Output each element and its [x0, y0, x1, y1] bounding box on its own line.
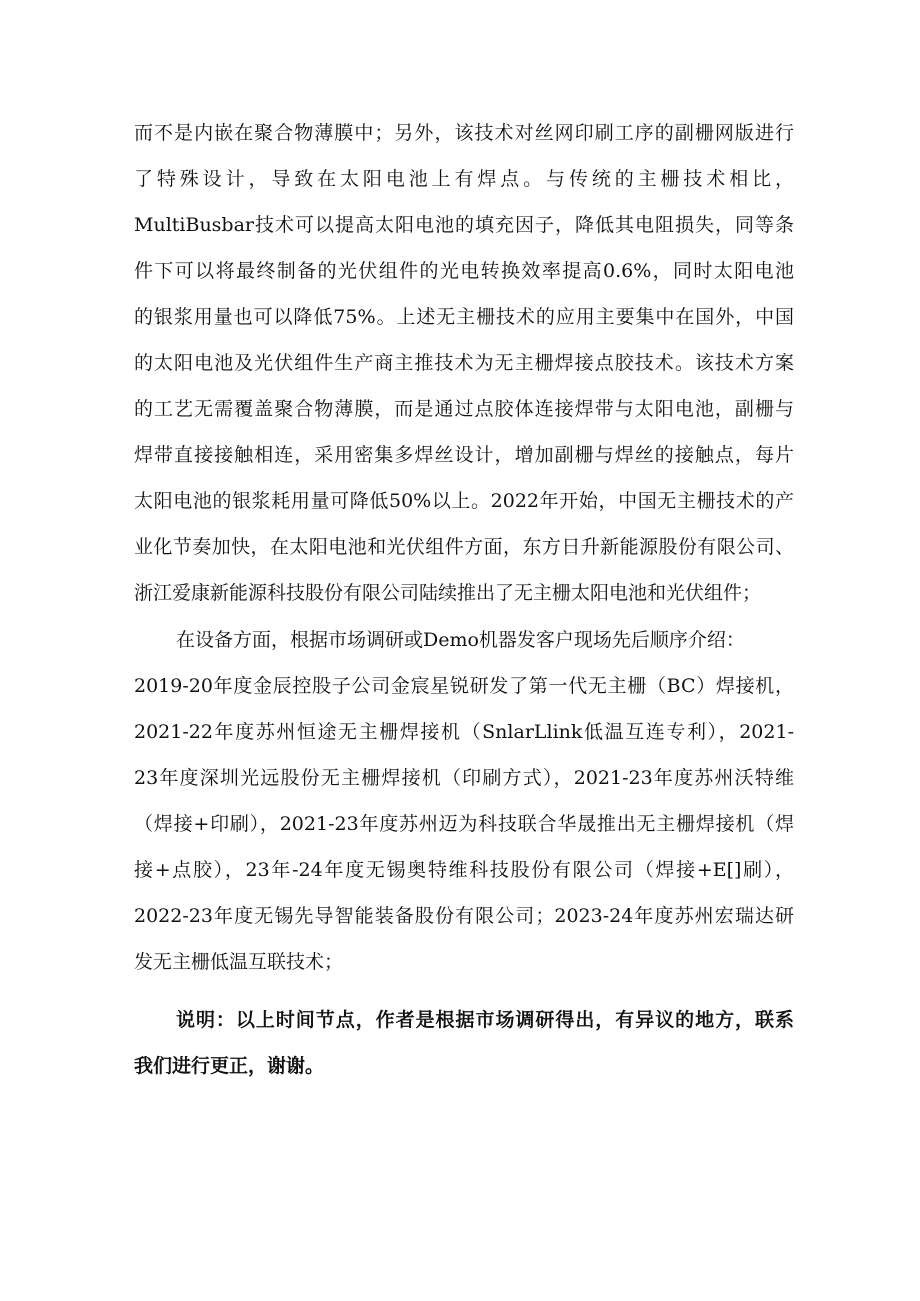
text-line: 件下可以将最终制备的光伏组件的光电转换效率提高0.6%，同时太阳电池 — [134, 260, 794, 282]
text-line: 接+点胶），23年-24年度无锡奥特维科技股份有限公司（焊接+E[]刷）， — [134, 859, 794, 881]
text-line: （焊接+印刷），2021-23年度苏州迈为科技联合华晟推出无主栅焊接机（焊 — [134, 813, 794, 835]
text-line: 2022-23年度无锡先导智能装备股份有限公司；2023-24年度苏州宏瑞达研 — [134, 905, 794, 927]
text-line: 的太阳电池及光伏组件生产商主推技术为无主栅焊接点胶技术。该技术方案 — [134, 352, 794, 374]
text-line: 了特殊设计，导致在太阳电池上有焊点。与传统的主栅技术相比， — [134, 168, 794, 190]
text-line: 2019-20年度金辰控股子公司金宸星锐研发了第一代无主栅（BC）焊接机， — [134, 675, 794, 697]
text-line: 的工艺无需覆盖聚合物薄膜，而是通过点胶体连接焊带与太阳电池，副栅与 — [134, 398, 794, 420]
text-line: 23年度深圳光远股份无主栅焊接机（印刷方式），2021-23年度苏州沃特维 — [134, 767, 794, 789]
note-line: 说明：以上时间节点，作者是根据市场调研得出，有异议的地方，联系 — [176, 1009, 794, 1031]
text-line: 的银浆用量也可以降低75%。上述无主栅技术的应用主要集中在国外，中国 — [134, 306, 794, 328]
text-line: 业化节奏加快，在太阳电池和光伏组件方面，东方日升新能源股份有限公司、 — [134, 536, 794, 558]
note-line: 我们进行更正，谢谢。 — [134, 1055, 325, 1077]
text-line: 在设备方面，根据市场调研或Demo机器发客户现场先后顺序介绍： — [176, 629, 745, 651]
text-line: 2021-22年度苏州恒途无主栅焊接机（SnlarLlink低温互连专利），2021- — [134, 721, 794, 743]
text-line: MultiBusbar技术可以提高太阳电池的填充因子，降低其电阻损失，同等条 — [134, 214, 794, 236]
text-line: 而不是内嵌在聚合物薄膜中；另外，该技术对丝网印刷工序的副栅网版进行 — [134, 122, 794, 144]
text-line: 焊带直接接触相连，采用密集多焊丝设计，增加副栅与焊丝的接触点，每片 — [134, 444, 794, 466]
text-line: 太阳电池的银浆耗用量可降低50%以上。2022年开始，中国无主栅技术的产 — [134, 490, 794, 512]
text-line: 浙江爱康新能源科技股份有限公司陆续推出了无主栅太阳电池和光伏组件； — [134, 582, 762, 604]
text-line: 发无主栅低温互联技术； — [134, 951, 344, 973]
